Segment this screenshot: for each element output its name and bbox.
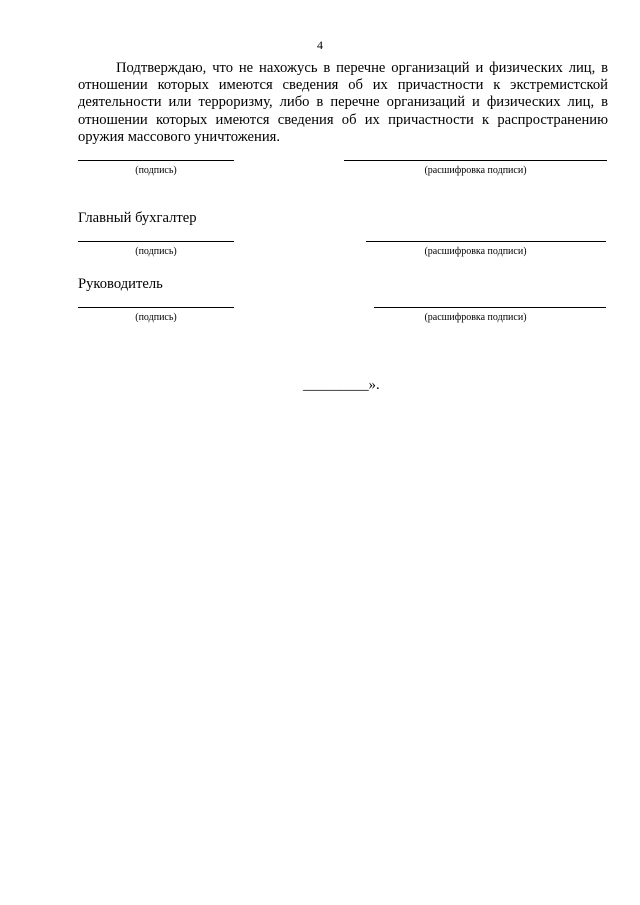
chief-accountant-label: Главный бухгалтер [78, 210, 197, 226]
closing-fragment: _________». [303, 377, 380, 393]
declaration-text: Подтверждаю, что не нахожусь в перечне организаций и физических лиц, в отношении которых имеются сведения об их причастности к экстремистской деятельности или терроризму, либо в перечне организаций и физических лиц, в отношении которых имеются сведения об их причастности к распространению оружия массового уничтожения. [78, 60, 608, 145]
signature-line[interactable] [78, 160, 234, 161]
page-number: 4 [317, 38, 323, 52]
name-decoding-caption: (расшифровка подписи) [424, 312, 527, 323]
head-signature-line[interactable] [78, 307, 234, 308]
head-name-line[interactable] [374, 307, 606, 308]
signature-caption: (подпись) [135, 312, 177, 323]
name-decoding-caption: (расшифровка подписи) [424, 165, 527, 176]
name-decoding-caption: (расшифровка подписи) [424, 246, 527, 257]
chief-accountant-name-line[interactable] [366, 241, 606, 242]
head-label: Руководитель [78, 276, 163, 292]
signature-caption: (подпись) [135, 165, 177, 176]
signature-caption: (подпись) [135, 246, 177, 257]
chief-accountant-signature-line[interactable] [78, 241, 234, 242]
name-decoding-line[interactable] [344, 160, 607, 161]
